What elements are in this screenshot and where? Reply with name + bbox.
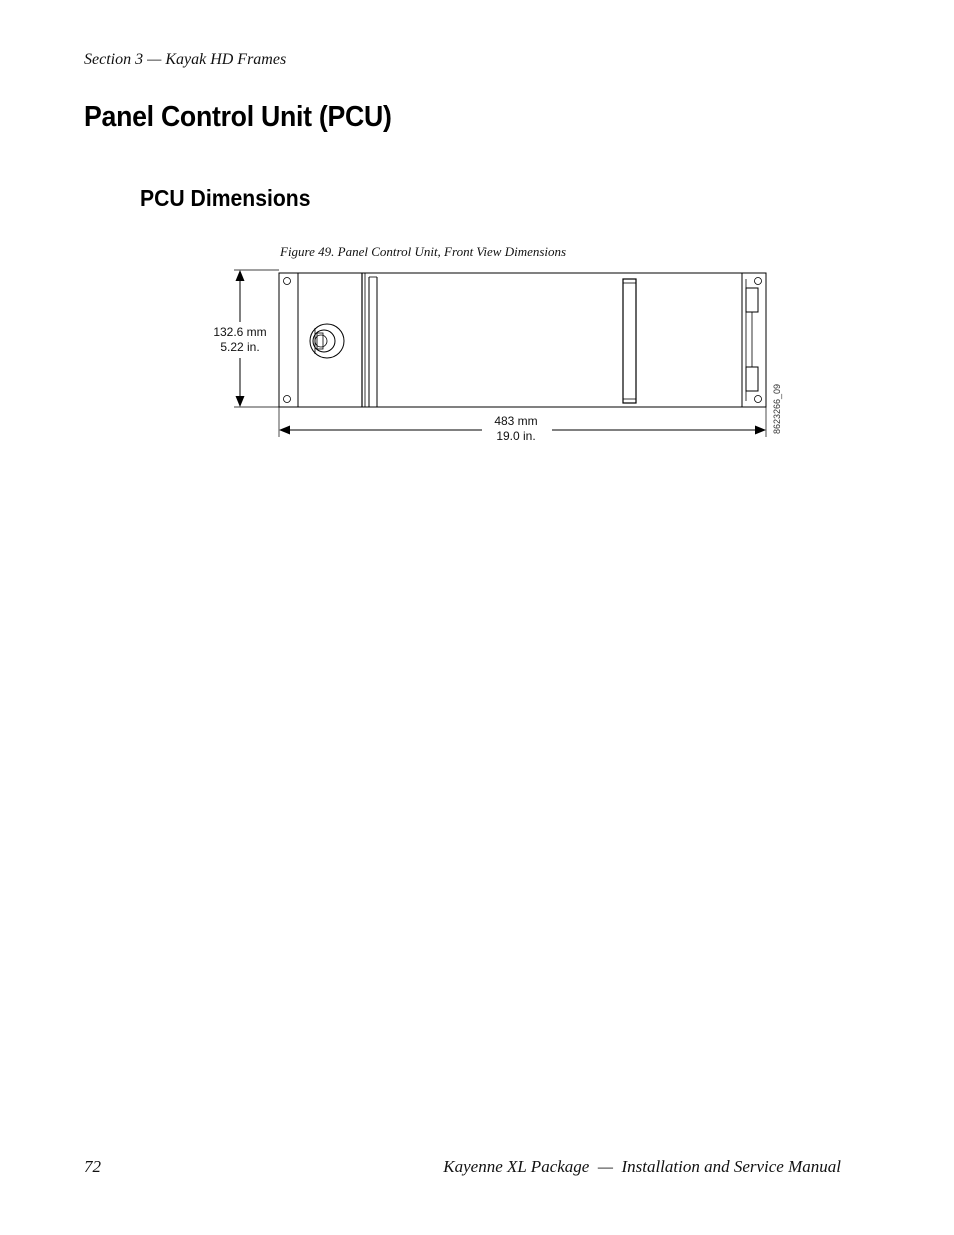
manual-title: Kayenne XL Package — Installation and Service Manual xyxy=(443,1157,841,1176)
width-mm: 483 mm xyxy=(494,414,538,428)
figure-caption: Figure 49. Panel Control Unit, Front View Dimensions xyxy=(280,244,567,259)
page-number: 72 xyxy=(84,1157,101,1176)
page-title: Panel Control Unit (PCU) xyxy=(84,101,392,133)
pcu-front-view-drawing xyxy=(0,0,954,460)
running-head: Section 3 — Kayak HD Frames xyxy=(84,51,287,68)
height-in: 5.22 in. xyxy=(220,340,260,354)
height-arrow-down xyxy=(236,396,245,407)
chassis-outline xyxy=(279,273,766,407)
height-dimension-label xyxy=(204,325,276,355)
width-in: 19.0 in. xyxy=(496,429,536,443)
width-dimension-label xyxy=(480,414,552,444)
front-handle xyxy=(623,279,636,403)
width-arrow-left xyxy=(279,426,290,435)
height-mm: 132.6 mm xyxy=(213,325,267,339)
section-title: PCU Dimensions xyxy=(140,185,311,211)
height-arrow-up xyxy=(236,270,245,281)
drawing-id: 8623266_09 xyxy=(772,383,782,434)
width-arrow-right xyxy=(755,426,766,435)
